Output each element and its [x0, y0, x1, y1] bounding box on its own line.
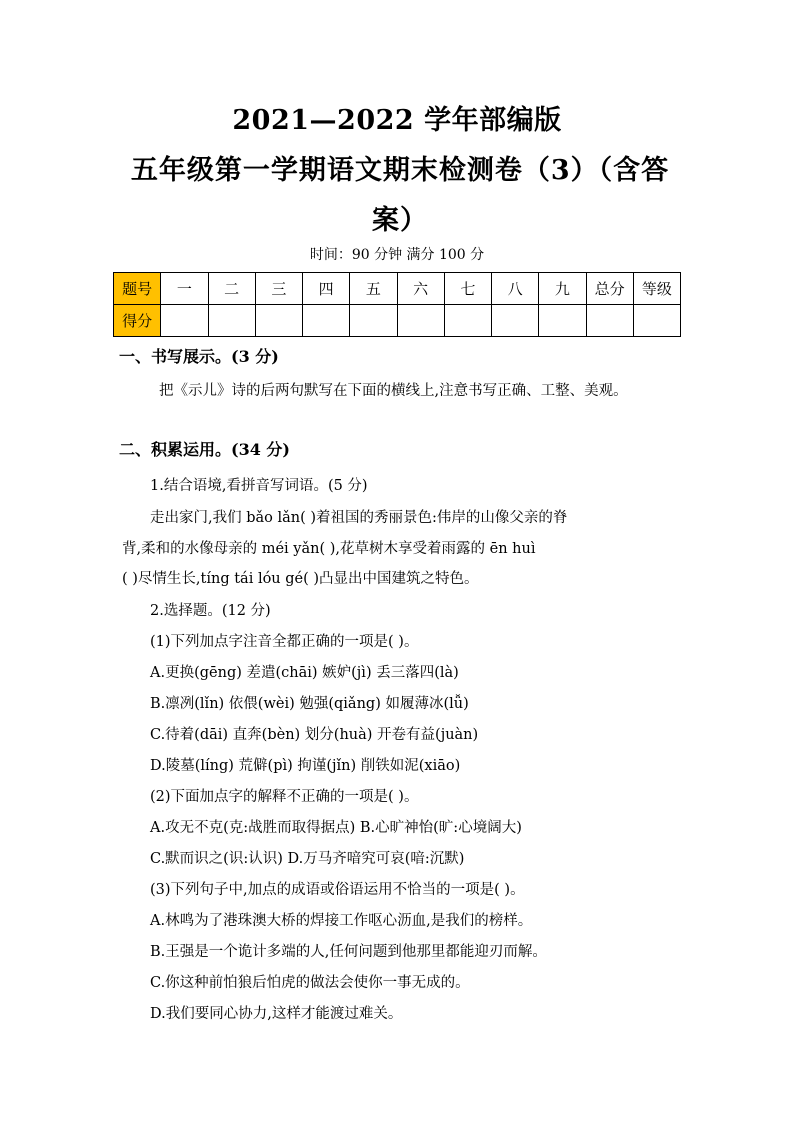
q2-sub3-option-b: B.王强是一个诡计多端的人,任何问题到他那里都能迎刃而解。 [150, 944, 547, 960]
time-info: 时间：90 分钟 满分 100 分 [309, 247, 485, 263]
column-cell: 八 [492, 273, 539, 305]
score-blank-cell [397, 305, 444, 337]
exam-title-line2: 五年级第一学期语文期末检测卷（3）（含答案） [130, 155, 670, 236]
score-blank-cell [586, 305, 633, 337]
score-blank-cell [161, 305, 208, 337]
section1-instruction: 把《示儿》诗的后两句默写在下面的横线上,注意书写正确、工整、美观。 [159, 383, 628, 399]
q2-sub1-option-c: C.待着(dāi) 直奔(bèn) 划分(huà) 开卷有益(juàn) [150, 727, 479, 743]
score-blank-cell [255, 305, 302, 337]
column-cell: 九 [539, 273, 586, 305]
column-cell: 等级 [633, 273, 680, 305]
q2-sub3-option-a: A.林鸣为了港珠澳大桥的焊接工作呕心沥血,是我们的榜样。 [150, 913, 533, 929]
q2-sub2-options-cd: C.默而识之(识:认识) D.万马齐喑究可哀(喑:沉默) [150, 851, 465, 867]
q1-text-line3: ( )尽情生长,tíng tái lóu gé( )凸显出中国建筑之特色。 [122, 571, 479, 587]
q2-sub1-option-b: B.凛冽(lǐn) 依偎(wèi) 勉强(qiǎng) 如履薄冰(lǚ) [150, 696, 469, 712]
score-blank-cell [208, 305, 255, 337]
q2-sub1-option-a: A.更换(gēng) 差遣(chāi) 嫉妒(jì) 丢三落四(là) [150, 665, 459, 681]
q2-sub3-option-c: C.你这种前怕狼后怕虎的做法会使你一事无成的。 [150, 975, 470, 991]
column-cell: 三 [255, 273, 302, 305]
score-table-score-row [114, 305, 681, 337]
section2-heading: 二、积累运用。(34 分) [119, 440, 290, 459]
column-cell: 一 [161, 273, 208, 305]
q2-sub2-prompt: (2)下面加点字的解释不正确的一项是( )。 [150, 789, 419, 805]
score-blank-cell [539, 305, 586, 337]
header-label-cell: 题号 [114, 273, 161, 305]
score-blank-cell [633, 305, 680, 337]
q2-sub2-options-ab: A.攻无不克(克:战胜而取得据点) B.心旷神怡(旷:心境阔大) [150, 820, 522, 836]
q2-sub1-option-d: D.陵墓(líng) 荒僻(pì) 拘谨(jǐn) 削铁如泥(xiāo) [150, 758, 461, 774]
q2-sub3-option-d: D.我们要同心协力,这样才能渡过难关。 [150, 1006, 403, 1022]
section1-heading: 一、书写展示。(3 分) [119, 347, 279, 366]
column-cell: 五 [350, 273, 397, 305]
score-blank-cell [350, 305, 397, 337]
q2-title: 2.选择题。(12 分) [150, 603, 271, 619]
score-table [113, 272, 681, 337]
score-table-header-row [114, 273, 681, 305]
column-cell: 二 [208, 273, 255, 305]
q1-text-line1: 走出家门,我们 bǎo lǎn( )着祖国的秀丽景色:伟岸的山像父亲的脊 [150, 510, 568, 526]
column-cell: 七 [444, 273, 491, 305]
score-blank-cell [303, 305, 350, 337]
q1-text-line2: 背,柔和的水像母亲的 méi yǎn( ),花草树木享受着雨露的 ēn huì [122, 541, 536, 557]
score-label-cell: 得分 [114, 305, 161, 337]
column-cell: 六 [397, 273, 444, 305]
exam-title-line1: 2021—2022 学年部编版 [232, 105, 562, 136]
q2-sub1-prompt: (1)下列加点字注音全都正确的一项是( )。 [150, 634, 419, 650]
score-blank-cell [492, 305, 539, 337]
column-cell: 总分 [586, 273, 633, 305]
q1-title: 1.结合语境,看拼音写词语。(5 分) [150, 478, 368, 494]
q2-sub3-prompt: (3)下列句子中,加点的成语或俗语运用不恰当的一项是( )。 [150, 882, 525, 898]
score-blank-cell [444, 305, 491, 337]
column-cell: 四 [303, 273, 350, 305]
